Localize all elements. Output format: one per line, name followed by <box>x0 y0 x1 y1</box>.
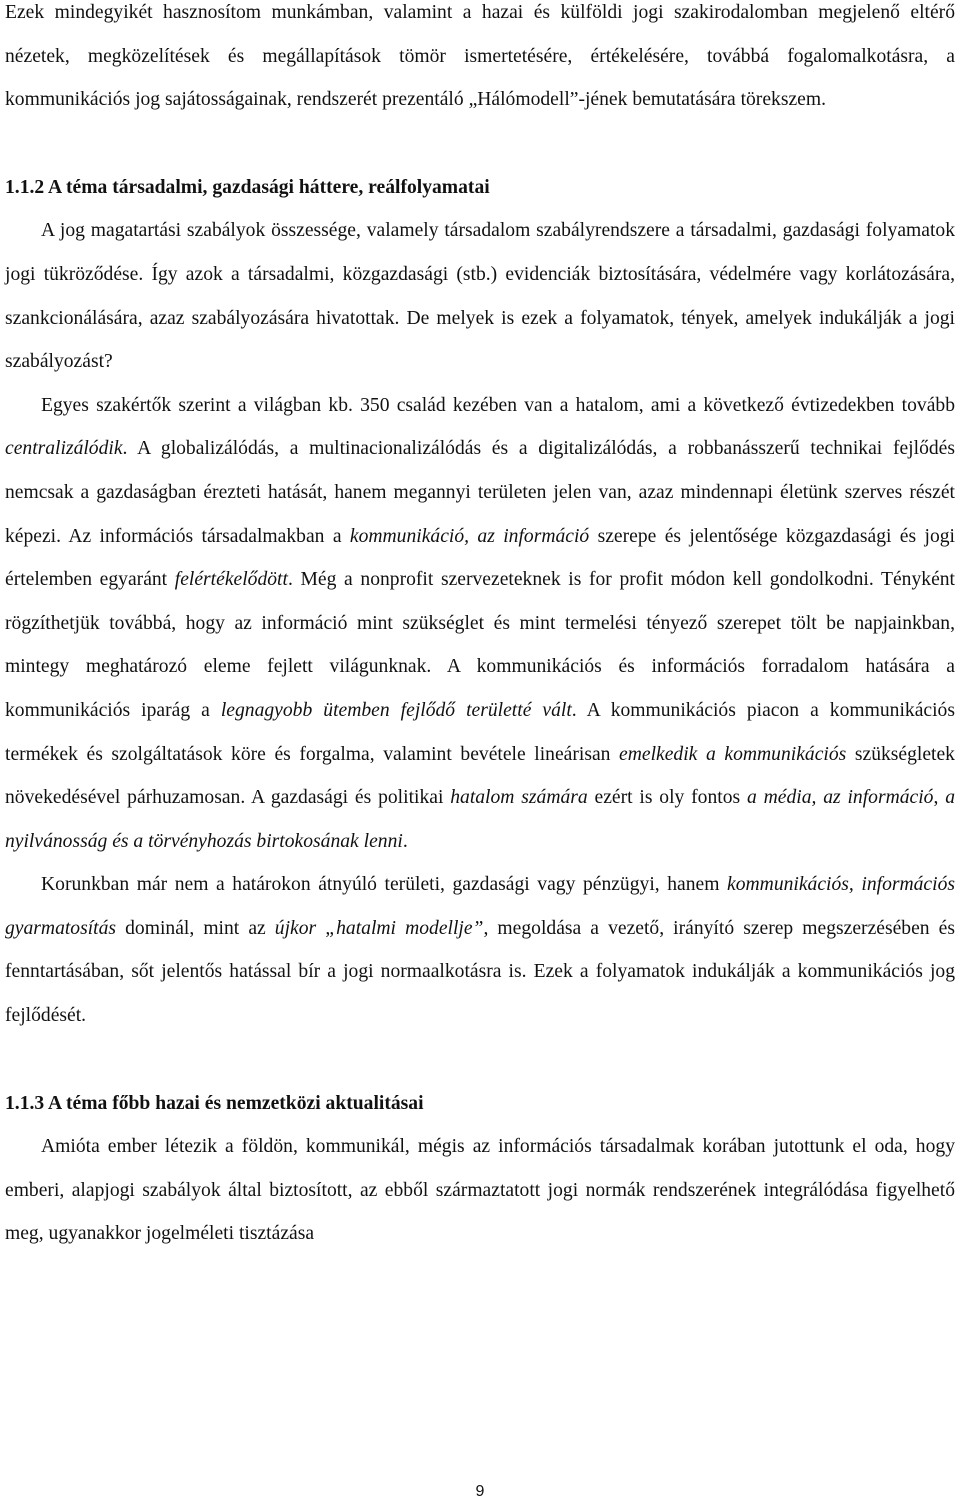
text-run: . A kommunikációs piacon a kommunikációs termékek és szolgáltatások köre és forgalma, valamint bevétele lineárisan <box>5 699 955 765</box>
text-run: , <box>933 787 946 809</box>
page-number: 9 <box>475 1483 485 1500</box>
text-run: dominál, mint az <box>116 917 275 939</box>
text-run: Korunkban már nem a határokon átnyúló területi, gazdasági vagy pénzügyi, hanem <box>41 874 728 896</box>
paragraph-law-definition: A jog magatartási szabályok összessége, valamely társadalom szabályrendszere a társadalmi, gazdasági folyamatok jogi tükröződése. Így azok a társadalmi, közgazdasági (stb.) evidenciák biztosítására, védelmére vagy korlátozására, szankcionálására, azaz szabályozására hivatottak. De melyek is ezek a folyamatok, tények, amelyek indukálják a jogi szabályozást? <box>5 220 955 373</box>
emphasis-text: a nyilvánosság és a törvényhozás birtokosának lenni <box>5 787 955 852</box>
section-heading-1-1-2: 1.1.2 A téma társadalmi, gazdasági háttere, reálfolyamatai <box>5 176 490 198</box>
section-heading-1-1-3: 1.1.3 A téma főbb hazai és nemzetközi aktualitásai <box>5 1092 424 1114</box>
emphasis-text: emelkedik a kommunikációs <box>619 743 847 765</box>
emphasis-text: újkor „hatalmi modellje” <box>274 917 484 939</box>
emphasis-text: kommunikáció, az információ <box>349 525 590 547</box>
emphasis-text: centralizálódik <box>5 438 123 460</box>
emphasis-text: hatalom számára <box>450 787 588 809</box>
paragraph-experts <box>5 384 955 864</box>
paragraph-communication-history: Amióta ember létezik a földön, kommunikál, mégis az információs társadalmak korában jutottunk el oda, hogy emberi, alapjogi szabályok által biztosított, az ebből származtatott jogi normák rendszerének integrálódása figyelhető meg, ugyanakkor jogelméleti tisztázása <box>5 1136 955 1245</box>
paragraph-colonization <box>5 863 955 1037</box>
emphasis-text: kommunikációs, információs gyarmatosítás <box>5 874 955 939</box>
text-run: ezért is oly fontos <box>587 787 747 809</box>
document-page <box>5 0 955 1256</box>
text-run: . Még a nonprofit szervezeteknek is for profit módon kell gondolkodni. Tényként rögzíthetjük továbbá, hogy az információ mint szükséglet és mint termelési tényező szerepet tölt be napjainkban, mintegy meghatározó eleme fejlett világunknak. A kommunikációs és információs forradalom hatására a kommunikációs iparág a <box>5 569 956 721</box>
paragraph-intro: Ezek mindegyikét hasznosítom munkámban, valamint a hazai és külföldi jogi szakirodalomban megjelenő eltérő nézetek, megközelítések és megállapítások tömör ismertetésére, értékelésére, továbbá fogalomalkotásra, a kommunikációs jog sajátosságainak, rendszerét prezentáló „Hálómodell”-jének bemutatására törekszem. <box>5 2 955 111</box>
text-run: szerepe és jelentősége közgazdasági és jogi értelemben egyaránt <box>5 525 955 591</box>
text-run: . <box>402 830 408 852</box>
text-run: . A globalizálódás, a multinacionalizálódás és a digitalizálódás, a robbanásszerű technikai fejlődés nemcsak a gazdaságban érezteti hatását, hanem megannyi területen jelen van, azaz mindennapi életünk szerves részét képezi. Az információs társadalmakban a <box>5 438 955 547</box>
text-run: Egyes szakértők szerint a világban kb. 350 család kezében van a hatalom, ami a következő évtizedekben tovább <box>41 394 955 416</box>
emphasis-text: felértékelődött <box>174 569 288 591</box>
text-run: szükségletek növekedésével párhuzamosan. A gazdasági és politikai <box>5 743 955 809</box>
emphasis-text: a média, az információ <box>746 787 934 809</box>
emphasis-text: legnagyobb ütemben fejlődő területté vált <box>220 699 572 721</box>
text-run: , megoldása a vezető, irányító szerep megszerzésében és fenntartásában, sőt jelentős hatással bír a jogi normaalkotásra is. Ezek a folyamatok indukálják a kommunikációs jog fejlődését. <box>5 917 955 1027</box>
